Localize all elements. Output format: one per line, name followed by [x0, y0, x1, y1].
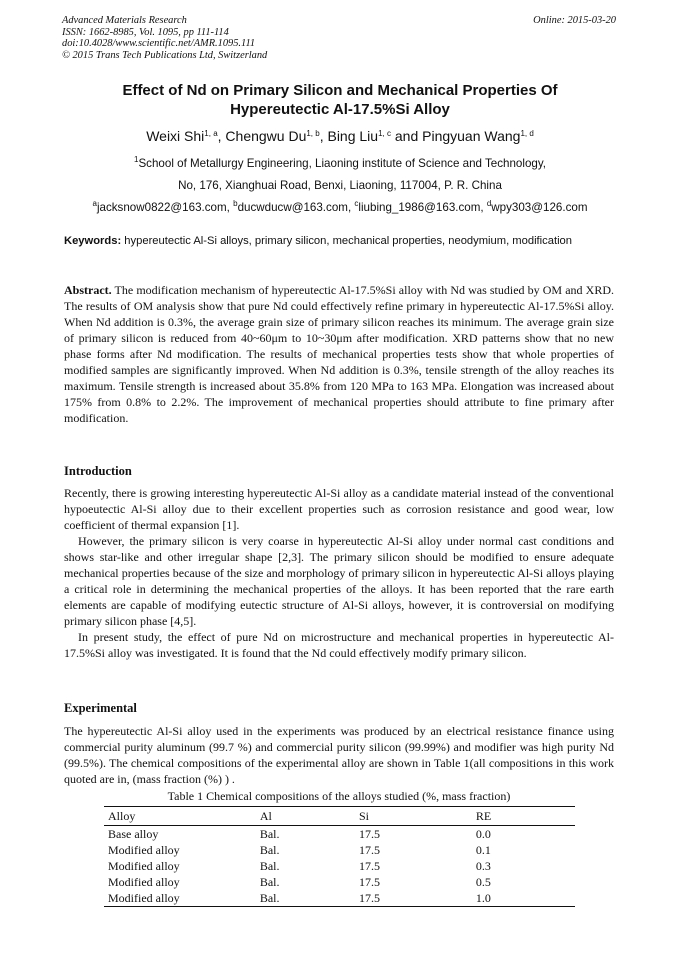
table-header-cell: Alloy	[104, 807, 260, 826]
table-header-cell: Si	[359, 807, 476, 826]
table-cell: Bal.	[260, 890, 359, 907]
email-separator: ,	[226, 201, 234, 214]
email-address[interactable]: wpy303@126.com	[491, 201, 588, 214]
affiliation-line-2: No, 176, Xianghuai Road, Benxi, Liaoning, 117004, P. R. China	[178, 179, 502, 192]
intro-paragraph-2: However, the primary silicon is very coarse in hypereutectic Al-Si alloy under normal cast conditions and shows star-like and other irregular shape [2,3]. The primary silicon should be modified to ensure adequate mechanical properties because of the size and morphology of primary silicon in hypereutectic Al-Si alloys playing a critical role in determining the mechanical properties of the alloys. It has been reported that the rare earth elements are capable of modifying eutectic structure of Al-Si alloys, however, it is controversial on modifying primary silicon phase [4,5].	[64, 534, 614, 628]
table-row	[104, 890, 575, 907]
table-cell: Modified alloy	[104, 890, 260, 907]
email-address[interactable]: ducwducw@163.com	[237, 201, 348, 214]
affiliation-line-1	[40, 157, 640, 171]
experimental-heading: Experimental	[64, 701, 137, 715]
affiliation-sup: 1	[134, 155, 139, 164]
table-cell: 17.5	[358, 875, 380, 889]
email-sup: d	[486, 199, 492, 208]
author-sup: 1, a	[204, 129, 218, 138]
table-header-cell: Al	[260, 807, 359, 826]
table-row	[104, 874, 575, 890]
intro-paragraph-3: In present study, the effect of pure Nd on microstructure and mechanical properties in hypereutectic Al-17.5%Si alloy was investigated. It is found that the Nd could effectively modify primary silicon.	[64, 630, 614, 660]
table-cell: Bal.	[259, 843, 280, 857]
table-cell: Bal.	[259, 827, 280, 841]
email-sup: b	[233, 199, 238, 208]
table-cell: Modified alloy	[108, 859, 180, 873]
author-name: Pingyuan Wang	[422, 128, 521, 144]
experimental-body	[64, 723, 614, 787]
author-separator: ,	[319, 128, 328, 144]
affiliation-text: School of Metallurgy Engineering, Liaoning institute of Science and Technology,	[138, 157, 546, 170]
online-date: Online: 2015-03-20	[533, 15, 616, 26]
table-cell: 17.5	[358, 859, 380, 873]
issn-line: ISSN: 1662-8985, Vol. 1095, pp 111-114	[62, 26, 229, 38]
title-line-2: Hypereutectic Al-17.5%Si Alloy	[230, 101, 450, 118]
author-sup: 1, b	[306, 129, 320, 138]
journal-name: Advanced Materials Research	[62, 15, 187, 26]
author-separator: ,	[217, 128, 226, 144]
experimental-paragraph-1: The hypereutectic Al-Si alloy used in the experiments was produced by an electrical resistance finance using commercial purity aluminum (99.7 %) and commercial purity silicon (99.99%) and modifier was high purity Nd (99.5%). The chemical compositions of the experimental alloy are shown in Table 1(all compositions in this work quoted are in, (mass fraction (%) ) .	[64, 724, 614, 786]
table-cell: Bal.	[259, 859, 280, 873]
table-cell: 1.0	[476, 890, 575, 907]
title-line-1: Effect of Nd on Primary Silicon and Mechanical Properties Of	[122, 82, 558, 99]
table-cell: Modified alloy	[108, 875, 180, 889]
table-row	[104, 842, 575, 858]
author-name: Chengwu Du	[225, 128, 307, 144]
author-name: Bing Liu	[327, 128, 379, 144]
keywords-text: hypereutectic Al-Si alloys, primary silicon, mechanical properties, neodymium, modification	[121, 235, 572, 247]
paper-title	[60, 81, 620, 119]
table-cell: Bal.	[259, 875, 280, 889]
keywords-label: Keywords:	[64, 235, 122, 247]
introduction-body	[64, 485, 614, 661]
table-row	[104, 826, 575, 843]
abstract-block	[64, 282, 614, 426]
keywords-block	[64, 234, 614, 249]
author-sup: 1, d	[520, 129, 534, 138]
email-sup: c	[354, 199, 359, 208]
intro-paragraph-1: Recently, there is growing interesting hypereutectic Al-Si alloy as a candidate material instead of the conventional hypoeutectic Al-Si alloy due to their excellent properties such as corrosion resistance and good wear, low coefficient of thermal expansion [1].	[64, 486, 614, 532]
abstract-label: Abstract.	[64, 283, 112, 297]
abstract-text: The modification mechanism of hypereutectic Al-17.5%Si alloy with Nd was studied by OM and XRD. The results of OM analysis show that pure Nd could effectively refine primary in hypereutectic Al-17.5%Si alloy. When Nd addition is 0.3%, the average grain size of primary silicon reaches its minimum. The average grain size of primary silicon is reduced from 40~60μm to 10~30μm after modification. XRD patterns show that no new phase forms after Nd modification. The results of mechanical properties tests show that whole properties of modified samples are significantly improved. When Nd addition is 0.3%, tensile strength of the alloy reaches its maximum. Tensile strength is increased about 35.8% from 120 MPa to 163 MPa. Elongation was increased about 175% from 0.8% to 2.2%. The improvement of mechanical properties should attribute to fine primary after modification.	[64, 283, 614, 425]
table-cell: 17.5	[359, 890, 476, 907]
table-cell: 0.1	[475, 843, 491, 857]
email-sup: a	[92, 199, 97, 208]
email-separator: ,	[347, 201, 355, 214]
doi-line: doi:10.4028/www.scientific.net/AMR.1095.111	[62, 38, 256, 50]
table-row	[104, 858, 575, 874]
author-name: Weixi Shi	[146, 128, 205, 144]
introduction-heading: Introduction	[64, 464, 132, 478]
table-cell: 0.5	[475, 875, 491, 889]
email-separator: ,	[480, 201, 487, 214]
copyright-line: © 2015 Trans Tech Publications Ltd, Switzerland	[62, 49, 268, 61]
table-cell: 17.5	[358, 843, 380, 857]
table-cell: Modified alloy	[108, 843, 180, 857]
table-cell: 0.3	[475, 859, 491, 873]
table-header-cell: RE	[476, 807, 575, 826]
composition-table	[104, 806, 575, 907]
journal-header	[62, 15, 622, 61]
table-cell: 0.0	[475, 827, 491, 841]
table-cell: Base alloy	[108, 827, 159, 841]
table-cell: 17.5	[358, 827, 380, 841]
table-header-row	[104, 807, 575, 826]
author-list	[40, 127, 640, 145]
author-separator: and	[390, 128, 423, 144]
email-address[interactable]: jacksnow0822@163.com	[96, 201, 227, 214]
email-list	[40, 201, 640, 215]
author-sup: 1, c	[378, 129, 391, 138]
email-address[interactable]: liubing_1986@163.com	[358, 201, 481, 214]
table-caption: Table 1 Chemical compositions of the alloys studied (%, mass fraction)	[167, 789, 511, 803]
